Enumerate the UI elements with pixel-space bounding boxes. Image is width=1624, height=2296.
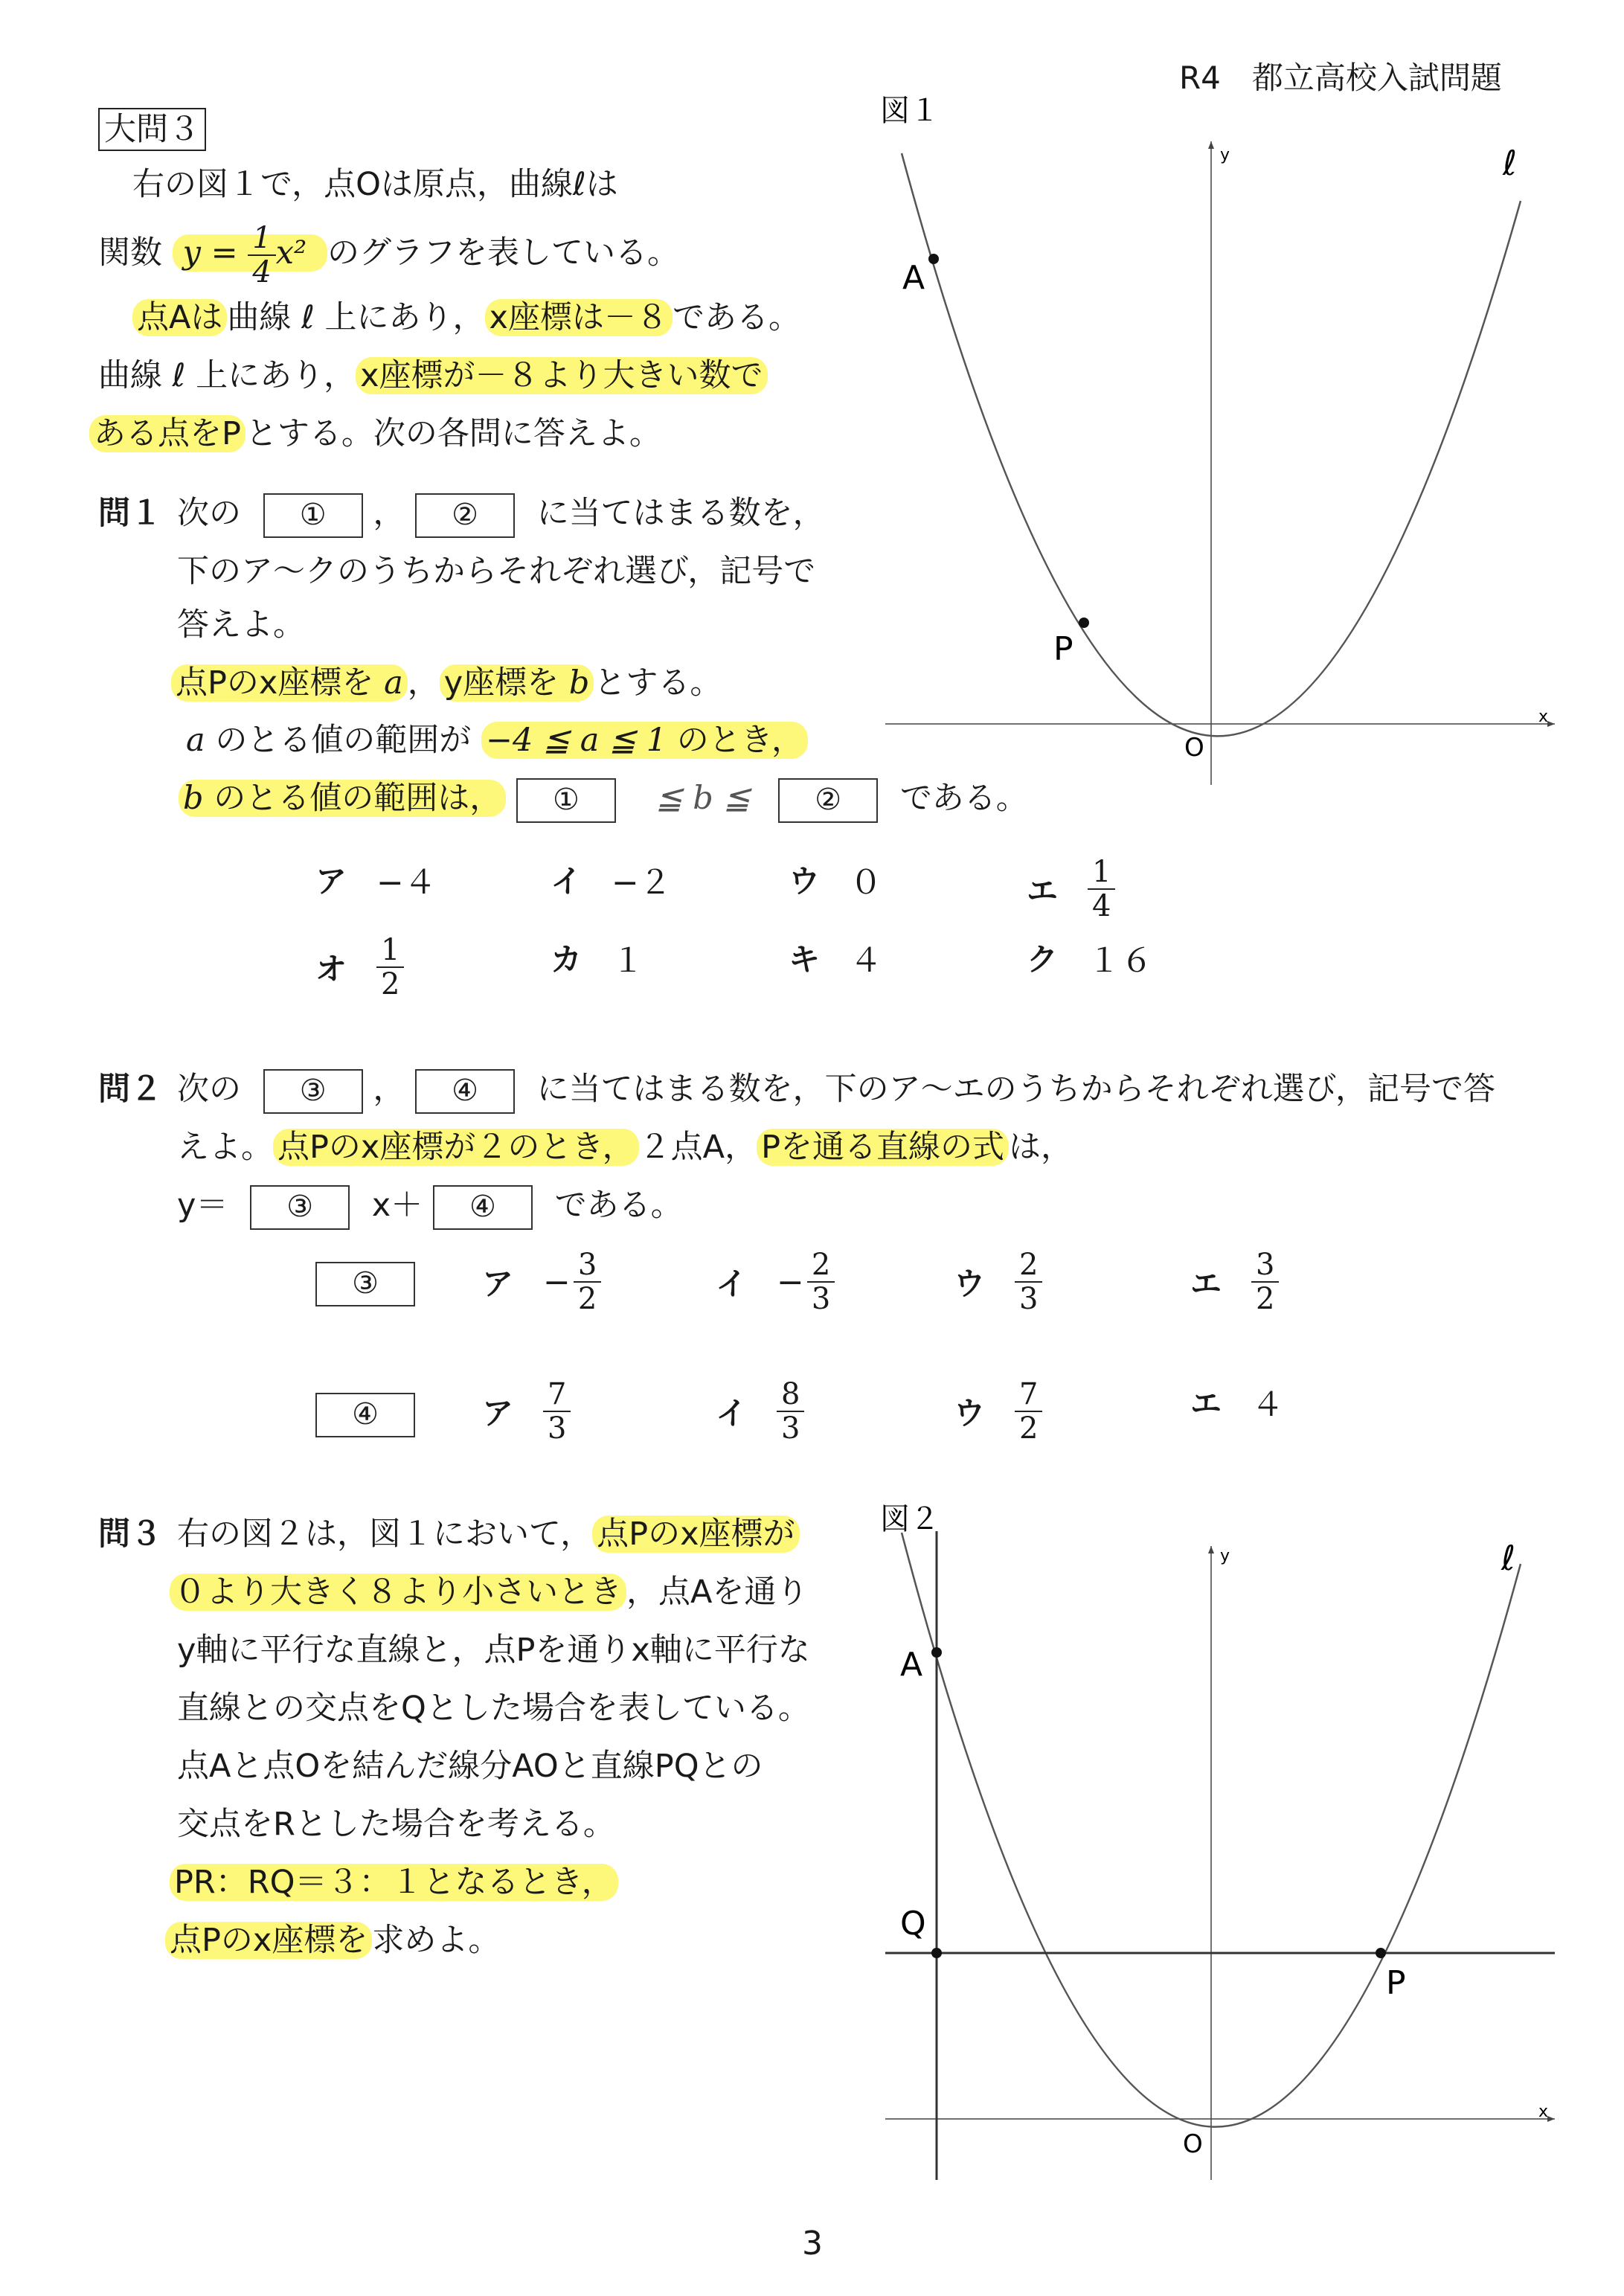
fraction-den: 4: [252, 255, 272, 289]
choice-fraction: [777, 1378, 804, 1445]
intro-text: 曲線 ℓ 上にあり，: [227, 299, 485, 336]
choice-fraction: [543, 1378, 571, 1445]
fraction-den: 2: [1256, 1282, 1275, 1316]
choice-value: −４: [376, 864, 437, 902]
answer-choice: [482, 1248, 601, 1315]
fraction-num: 8: [777, 1378, 804, 1412]
q3-line-6: 交点をRとした場合を考える。: [177, 1806, 615, 1843]
answer-choice: [954, 1248, 1042, 1315]
choice-value: ４: [850, 942, 883, 980]
choice-value: −２: [612, 864, 672, 902]
intro-line-3: [132, 295, 800, 340]
choice-fraction: [1251, 1248, 1279, 1315]
q2-text: ，: [373, 1071, 405, 1108]
highlight: x座標は－８: [485, 299, 673, 336]
function-formula: [173, 221, 327, 289]
fraction-den: 3: [1019, 1282, 1039, 1316]
highlight: 点Pのx座標が２のとき，: [273, 1129, 639, 1166]
fraction-den: 4: [1092, 889, 1111, 923]
choice-key: エ: [1190, 1385, 1222, 1422]
answer-choice: [315, 934, 404, 1001]
q1-line-2: 下のア～クのうちからそれぞれ選び，記号で: [177, 553, 816, 590]
choice-key: エ: [1190, 1266, 1222, 1302]
q2-row4-label: [315, 1393, 415, 1437]
intro-text: とする。次の各問に答えよ。: [245, 415, 661, 452]
choice-fraction: [1015, 1378, 1042, 1445]
choice-sign: −: [543, 1263, 571, 1301]
answer-box-4: ④: [433, 1185, 533, 1230]
var-b: b: [568, 664, 590, 702]
answer-choice: [1190, 1248, 1279, 1315]
answer-box-4: ④: [315, 1393, 415, 1437]
range-b: ≦ b ≦: [655, 780, 751, 817]
answer-choice: [551, 934, 644, 981]
section-label: 大問３: [98, 108, 206, 151]
answer-box-1: ①: [263, 493, 363, 538]
q3-label: 問３: [98, 1516, 162, 1553]
q3-line-1: [177, 1512, 800, 1556]
q1-text: である。: [899, 780, 1028, 817]
q2-line-1: [177, 1067, 1495, 1114]
y-axis-arrow: [1208, 1546, 1214, 1553]
highlight: 点Pのx座標が: [592, 1516, 799, 1553]
q3-line-2: [170, 1570, 808, 1614]
choice-fraction: [376, 934, 404, 1001]
intro-line-4: [98, 353, 768, 398]
fraction-num: 1: [248, 222, 275, 256]
q1-text: とする。: [594, 664, 722, 702]
answer-box-3: ③: [263, 1069, 363, 1114]
var-a: a: [186, 722, 205, 759]
intro-text: 曲線 ℓ 上にあり，: [98, 357, 356, 394]
choice-fraction: [1088, 856, 1115, 923]
fraction-num: 2: [1015, 1248, 1042, 1283]
fraction-num: 1: [376, 934, 404, 968]
choice-key: イ: [716, 1395, 748, 1431]
q1-text: ，: [373, 495, 405, 532]
choice-value: ０: [850, 864, 883, 902]
point-a-label: A: [900, 1646, 923, 1684]
q3-line-5: 点Aと点Oを結んだ線分AOと直線PQとの: [177, 1748, 763, 1785]
q1-text: y座標を: [443, 664, 559, 702]
q1-text: に当てはまる数を，: [536, 495, 825, 532]
y-axis-label: y: [1220, 1547, 1230, 1565]
q2-line-3: [177, 1183, 683, 1230]
choice-fraction: [807, 1248, 835, 1315]
point-p-label: P: [1053, 630, 1073, 668]
figure-title: 図１: [880, 94, 940, 128]
curve-label: ℓ: [1503, 143, 1518, 183]
answer-box-3: ③: [315, 1262, 415, 1306]
choice-key: ウ: [954, 1266, 986, 1302]
q2-row3-label: [315, 1262, 415, 1306]
q2-text: である。: [554, 1187, 683, 1224]
choice-fraction: [574, 1248, 601, 1315]
page-number: 3: [802, 2225, 823, 2263]
q1-label: 問１: [98, 495, 162, 532]
choice-key: エ: [1027, 873, 1059, 909]
highlight: PR：RQ＝３：１となるとき，: [170, 1864, 618, 1901]
point-q: [931, 1948, 942, 1958]
var-b: b: [183, 780, 204, 817]
highlight: [481, 722, 808, 759]
choice-key: イ: [551, 863, 582, 900]
answer-choice: [954, 1378, 1042, 1445]
highlight: x座標が－８より大きい数で: [356, 357, 767, 394]
answer-choice: [716, 1248, 835, 1315]
choice-key: イ: [716, 1266, 748, 1302]
x-axis-label: x: [1538, 2103, 1549, 2121]
q1-text: 次の: [177, 495, 241, 532]
q2-text: えよ。: [177, 1129, 273, 1166]
origin-label: O: [1183, 2129, 1203, 2159]
q2-text: は，: [1009, 1129, 1073, 1166]
answer-choice: [789, 856, 882, 903]
fraction-num: 2: [807, 1248, 835, 1283]
q1-text: 点Pのx座標を: [176, 664, 374, 702]
q1-line-4: [171, 661, 722, 705]
x-axis-arrow: [1547, 721, 1555, 727]
q2-line-2: [177, 1125, 1073, 1170]
x-axis-label: x: [1538, 708, 1549, 726]
figure-title: 図２: [880, 1502, 940, 1536]
q1-text: のとき，: [676, 722, 804, 759]
q1-text: ，: [407, 664, 440, 702]
point-p-label: P: [1386, 1964, 1406, 2002]
answer-choice: [789, 934, 882, 981]
q1-text: のとる値の範囲が: [215, 722, 472, 759]
choice-key: キ: [789, 941, 821, 978]
choice-key: ア: [315, 863, 347, 900]
fraction-den: 3: [548, 1411, 567, 1446]
fraction-num: 3: [574, 1248, 601, 1283]
y-axis-arrow: [1208, 141, 1214, 149]
answer-choice: [551, 856, 672, 903]
highlight: ０より大きく８より小さいとき: [170, 1574, 626, 1611]
answer-box-2: ②: [778, 778, 878, 823]
choice-value: ４: [1251, 1386, 1285, 1424]
q3-text: 求めよ。: [372, 1922, 501, 1959]
choice-fraction: [1015, 1248, 1042, 1315]
highlight: [171, 664, 408, 702]
figure-1: [878, 89, 1570, 804]
answer-choice: [716, 1378, 804, 1445]
answer-box-2: ②: [415, 493, 515, 538]
fraction-den: 3: [811, 1282, 831, 1316]
point-a-label: A: [902, 259, 925, 297]
intro-text: である。: [672, 299, 800, 336]
q1-line-1: [177, 491, 825, 538]
choice-key: ア: [482, 1266, 514, 1302]
answer-choice: [482, 1378, 571, 1445]
highlight: 点Pのx座標を: [165, 1922, 372, 1959]
answer-box-3: ③: [250, 1185, 350, 1230]
answer-choice: [1027, 934, 1153, 981]
choice-key: ク: [1027, 941, 1059, 978]
fraction-num: 7: [1015, 1378, 1042, 1412]
q2-text: y＝: [177, 1187, 228, 1224]
q3-line-4: 直線との交点をQとした場合を表している。: [177, 1690, 810, 1727]
intro-line-1: 右の図１で，点Oは原点，曲線ℓは: [132, 166, 618, 203]
q1-line-3: 答えよ。: [177, 606, 305, 644]
q3-line-8: [165, 1918, 500, 1963]
answer-choice: [1027, 856, 1115, 923]
answer-choice: [1190, 1378, 1284, 1426]
answer-box-1: ①: [516, 778, 616, 823]
range-a: −4 ≦ a ≦ 1: [485, 722, 667, 759]
choice-key: オ: [315, 951, 347, 987]
highlight: [179, 780, 506, 817]
q1-line-5: [186, 718, 808, 763]
highlight: 点Aは: [132, 299, 227, 336]
q2-text: 次の: [177, 1071, 241, 1108]
figure-2: [878, 1488, 1570, 2187]
q1-text: のとる値の範囲は，: [214, 780, 502, 817]
highlight: Pを通る直線の式: [757, 1129, 1009, 1166]
choice-key: ア: [482, 1395, 514, 1431]
q3-text: ，点Aを通り: [626, 1574, 809, 1611]
q2-text: x＋: [371, 1187, 423, 1224]
fraction-num: 1: [1088, 856, 1115, 890]
highlight: ある点をP: [89, 415, 245, 452]
formula-x-squared: x²: [275, 234, 307, 272]
point-a: [928, 254, 939, 264]
q2-label: 問２: [98, 1071, 162, 1108]
y-axis-label: y: [1220, 146, 1230, 164]
point-q-label: Q: [900, 1905, 926, 1943]
fraction-num: 7: [543, 1378, 571, 1412]
answer-choice: [315, 856, 437, 903]
formula-lhs: y =: [182, 234, 248, 272]
q3-line-3: y軸に平行な直線と，点Pを通りx軸に平行な: [177, 1632, 810, 1669]
point-a: [931, 1647, 942, 1658]
choice-value: １: [612, 942, 645, 980]
choice-key: ウ: [954, 1395, 986, 1431]
fraction-den: 2: [1019, 1411, 1039, 1446]
intro-line-5: [89, 411, 661, 456]
fraction-num: 3: [1251, 1248, 1279, 1283]
point-p: [1079, 618, 1089, 628]
q3-line-7: [170, 1860, 618, 1905]
choice-key: ウ: [789, 863, 821, 900]
answer-box-4: ④: [415, 1069, 515, 1114]
origin-label: O: [1184, 733, 1204, 763]
x-axis-arrow: [1547, 2116, 1555, 2122]
intro-text: のグラフを表している。: [327, 234, 679, 272]
highlight: [440, 664, 594, 702]
intro-text: 関数: [98, 234, 162, 272]
q3-text: 右の図２は，図１において，: [177, 1516, 593, 1553]
choice-sign: −: [777, 1263, 804, 1301]
intro-line-2: [98, 222, 679, 289]
fraction-den: 2: [381, 967, 400, 1001]
fraction-den: 2: [577, 1282, 597, 1316]
curve-label: ℓ: [1501, 1538, 1516, 1578]
formula-fraction: [248, 222, 275, 289]
choice-key: カ: [551, 941, 582, 978]
q2-text: ２点A，: [638, 1129, 757, 1166]
point-p: [1376, 1948, 1386, 1958]
exam-title: R4 都立高校入試問題: [1179, 60, 1502, 96]
choice-value: １６: [1088, 942, 1154, 980]
var-a: a: [384, 664, 403, 702]
q2-text: に当てはまる数を，下のア～エのうちからそれぞれ選び，記号で答: [536, 1071, 1495, 1108]
fraction-den: 3: [781, 1411, 800, 1446]
